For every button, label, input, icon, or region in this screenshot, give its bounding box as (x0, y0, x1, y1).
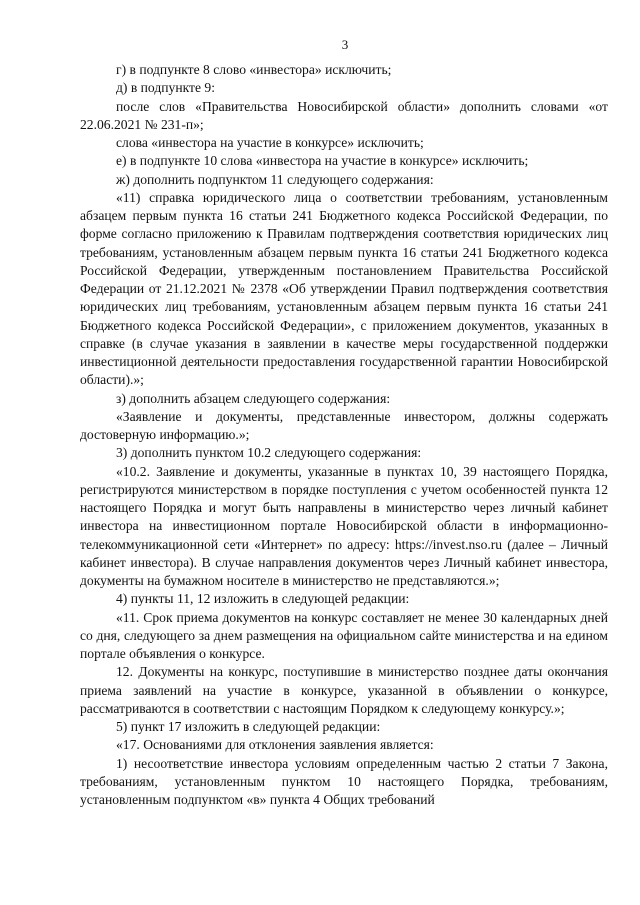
paragraph: «17. Основаниями для отклонения заявления является: (116, 737, 434, 753)
paragraph: з) дополнить абзацем следующего содержания: (116, 390, 391, 406)
paragraph: «10.2. Заявление и документы, указанные в пунктах 10, 39 настоящего Порядка, регистрируются министерством в порядке поступления с учетом особенностей пункта 12 настоящего Порядка и могут быть направлены в министерство через личный кабинет инвестора на инвестиционном портале Новосибирской области в информационно-телекоммуникационной сети «Интернет» по адресу: https://invest.nso.ru (далее – Личный кабинет инвестора). В случае направления документов через Личный кабинет инвестора, документы на бумажном носителе в министерство не представляются.»; (80, 463, 608, 588)
paragraph: г) в подпункте 8 слово «инвестора» исключить; (116, 62, 392, 77)
document-body (80, 61, 608, 809)
paragraph: 5) пункт 17 изложить в следующей редакции: (116, 719, 381, 734)
paragraph: е) в подпункте 10 слова «инвестора на участие в конкурсе» исключить; (116, 153, 529, 169)
paragraph: «Заявление и документы, представленные инвестором, должны содержать достоверную информацию.»; (80, 408, 608, 442)
paragraph: 12. Документы на конкурс, поступившие в министерство позднее даты окончания приема заявлений на участие в конкурсе, указанной в объявлении о конкурсе, рассматриваются в соответствии с настоящим Порядком к следующему конкурсу.»; (80, 664, 608, 716)
paragraph: 3) дополнить пунктом 10.2 следующего содержания: (116, 445, 422, 461)
paragraph: слова «инвестора на участие в конкурсе» исключить; (116, 135, 424, 150)
paragraph: д) в подпункте 9: (116, 80, 215, 96)
paragraph: ж) дополнить подпунктом 11 следующего содержания: (116, 171, 434, 187)
page-number: 3 (341, 37, 349, 52)
paragraph: 1) несоответствие инвестора условиям определенным частью 2 статьи 7 Закона, требованиям, установленным пунктом 10 настоящего Порядка, требованиям, установленным подпунктом «в» пункта 4 Общих требований (80, 755, 608, 807)
paragraph: «11. Срок приема документов на конкурс составляет не менее 30 календарных дней со дня, следующего за днем размещения на официальном сайте министерства и на едином портале объявления о конкурсе. (80, 609, 608, 661)
paragraph: 4) пункты 11, 12 изложить в следующей редакции: (116, 591, 410, 607)
paragraph: «11) справка юридического лица о соответствии требованиям, установленным абзацем первым пункта 16 статьи 241 Бюджетного кодекса Российской Федерации, по форме согласно приложению к Правилам подтверждения соответствия юридических лиц требованиям, установленным абзацем первым пункта 16 статьи 241 Бюджетного кодекса Российской Федерации, утвержденным постановлением Правительства Российской Федерации от 21.12.2021 № 2378 «Об утверждении Правил подтверждения соответствия юридических лиц требованиям, установленным абзацем первым пункта 16 статьи 241 Бюджетного кодекса Российской Федерации», с приложением документов, указанных в справке (в случае указания в заявлении в качестве меры государственной поддержки инвестиционной деятельности предоставления государственной гарантии Новосибирской области).»; (80, 189, 608, 388)
paragraph: после слов «Правительства Новосибирской области» дополнить словами «от 22.06.2021 № 231-п»; (80, 98, 608, 132)
